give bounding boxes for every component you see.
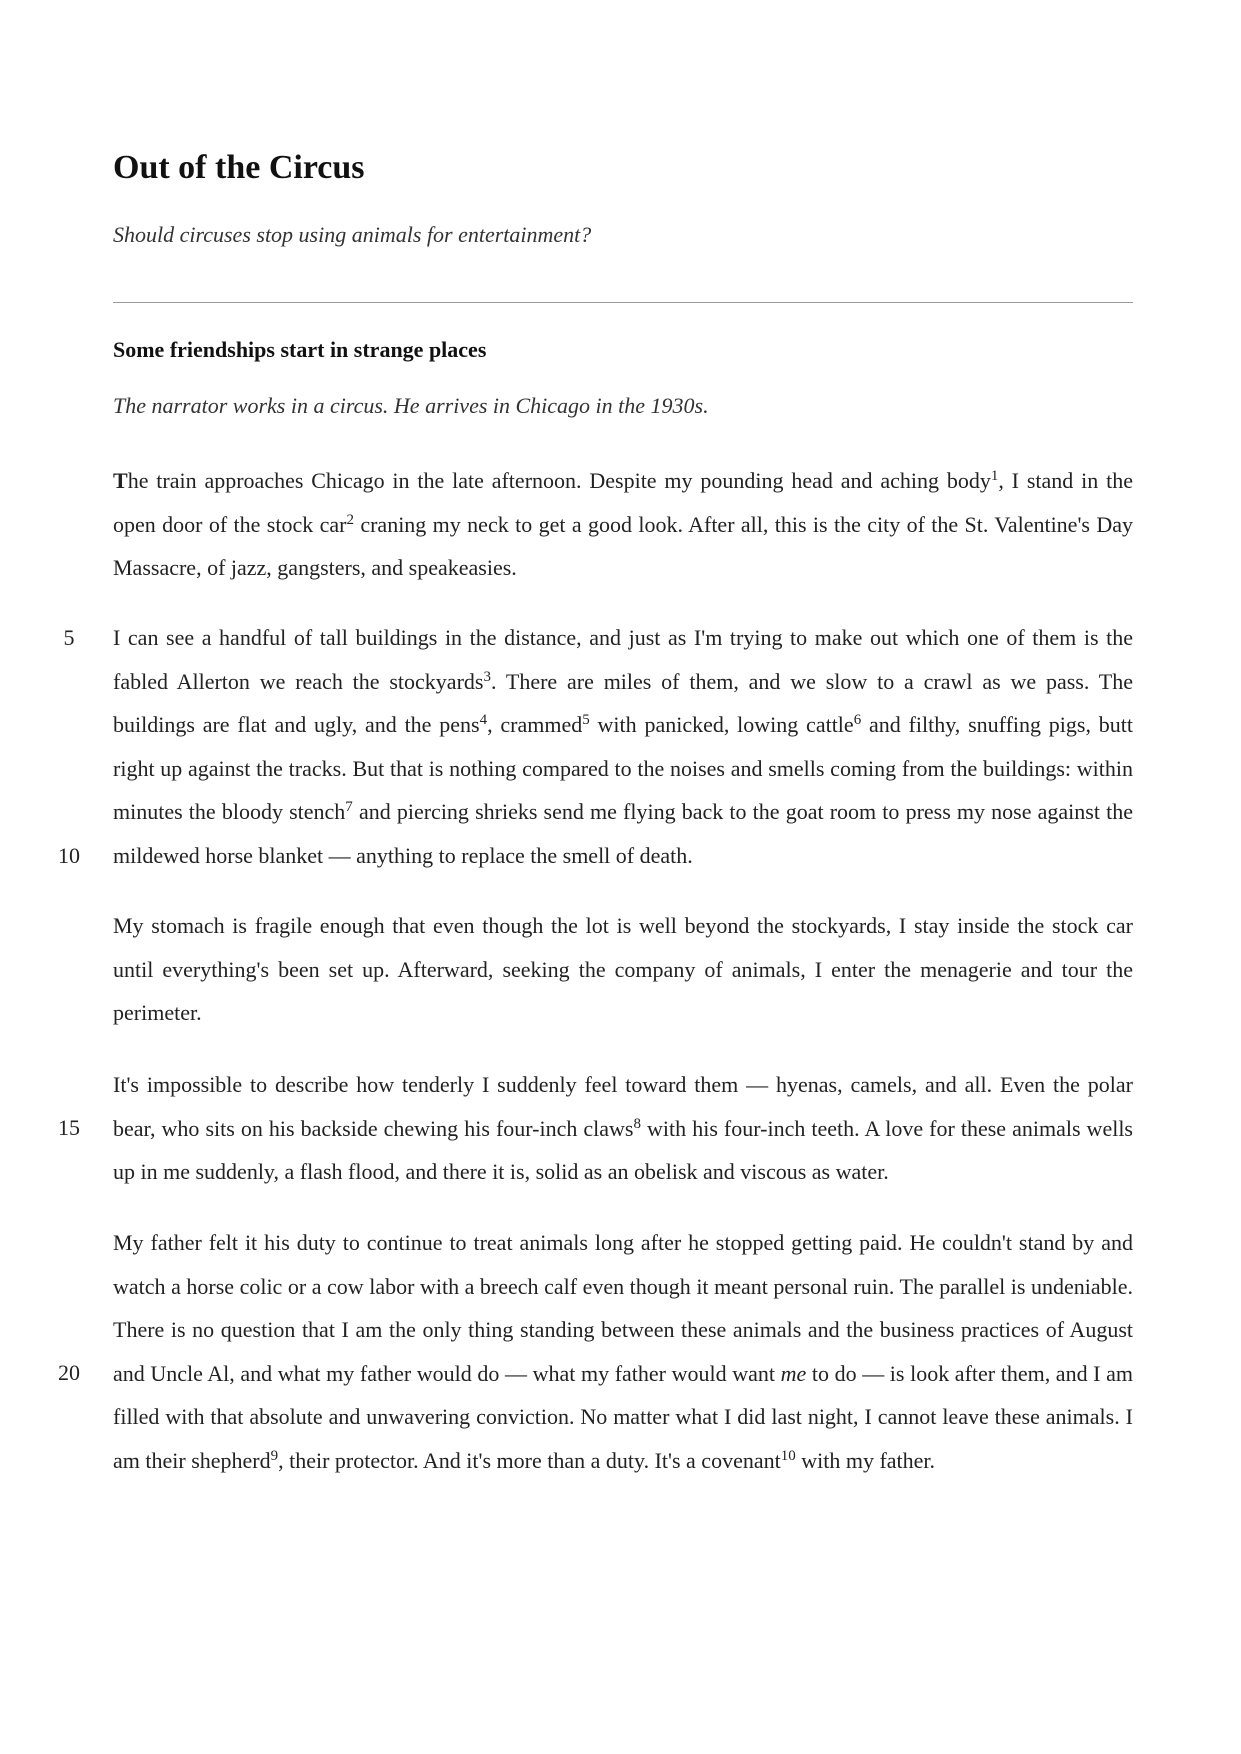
horizontal-divider — [113, 302, 1133, 303]
line-number-5: 5 — [63, 625, 75, 650]
paragraph-4-text-2: with his four-inch teeth. A love for these animals wells up in me suddenly, a flash flood, and there it is, solid as an obelisk and viscous as water. — [113, 1115, 1133, 1184]
footnote-mark-7: 7 — [345, 799, 353, 815]
footnote-mark-9: 9 — [270, 1447, 279, 1464]
paragraph-5 — [113, 1221, 1133, 1482]
section-intro: The narrator works in a circus. He arrives in Chicago in the 1930s. — [113, 393, 709, 418]
footnote-mark-6: 6 — [853, 712, 862, 728]
paragraph-2-text-1: I can see a handful of tall buildings in the distance, and just as I'm trying to make out which one of them is the fabled Allerton we reach the stockyards — [113, 625, 1133, 694]
line-number-15: 15 — [58, 1115, 80, 1140]
paragraph-2-text-3: , crammed — [487, 712, 583, 737]
footnote-mark-1: 1 — [990, 468, 999, 484]
paragraph-1-text-3: craning my neck to get a good look. After all, this is the city of the St. Valentine's Day Massacre, of jazz, gangsters, and speakeasies. — [113, 511, 1133, 580]
paragraph-5-text-3: , their protector. And it's more than a duty. It's a covenant — [278, 1447, 781, 1473]
paragraph-5-text-2: to do — is look after them, and I am filled with that absolute and unwavering conviction. No matter what I did last night, I cannot leave these animals. I am their shepherd — [113, 1360, 1133, 1473]
paragraph-2-text-2: . There are miles of them, and we slow to a crawl as we pass. The buildings are flat and ugly, and the pens — [113, 668, 1133, 737]
paragraph-1-text-2: , I stand in the open door of the stock car — [113, 468, 1133, 537]
line-number-10: 10 — [58, 843, 80, 868]
footnote-mark-5: 5 — [582, 712, 590, 728]
footnote-mark-8: 8 — [633, 1115, 641, 1132]
paragraph-2-text-6: and piercing shrieks send me flying back to the goat room to press my nose against the mildewed horse blanket — anything to replace the smell of death. — [113, 799, 1133, 868]
footnote-mark-4: 4 — [479, 712, 488, 728]
paragraph-2-text-5: and filthy, snuffing pigs, butt right up against the tracks. But that is nothing compared to the noises and smells coming from the buildings: within minutes the bloody stench — [113, 712, 1133, 824]
paragraph-2 — [113, 616, 1133, 877]
footnote-mark-2: 2 — [346, 511, 354, 528]
paragraph-4-text-1: It's impossible to describe how tenderly I suddenly feel toward them — hyenas, camels, and all. Even the polar bear, who sits on his backside chewing his four-inch claws — [113, 1072, 1133, 1141]
paragraph-4 — [113, 1063, 1133, 1194]
footnote-mark-3: 3 — [483, 668, 491, 685]
paragraph-5-text-1: My father felt it his duty to continue to treat animals long after he stopped getting paid. He couldn't stand by and watch a horse colic or a cow labor with a breech calf even though it meant personal ruin. The parallel is undeniable. There is no question that I am the only thing standing between these animals and the business practices of August and Uncle Al, and what my father would do — what my father would want — [113, 1230, 1133, 1386]
paragraph-2-text-4: with panicked, lowing cattle — [589, 712, 854, 737]
paragraph-5-text-4: with my father. — [795, 1447, 936, 1473]
paragraph-5-emphasis: me — [780, 1360, 807, 1386]
document-subtitle: Should circuses stop using animals for entertainment? — [113, 222, 592, 247]
section-heading: Some friendships start in strange places — [113, 337, 487, 362]
paragraph-1-text-1: he train approaches Chicago in the late afternoon. Despite my pounding head and aching body — [127, 468, 991, 493]
line-number-20: 20 — [58, 1360, 80, 1385]
document-title: Out of the Circus — [113, 149, 365, 186]
paragraph-1-first-letter: T — [113, 468, 128, 493]
paragraph-3: My stomach is fragile enough that even though the lot is well beyond the stockyards, I stay inside the stock car until everything's been set up. Afterward, seeking the company of animals, I enter the menagerie and tour the perimeter. — [113, 913, 1133, 1025]
paragraph-1 — [113, 459, 1133, 590]
footnote-mark-10: 10 — [780, 1447, 796, 1464]
